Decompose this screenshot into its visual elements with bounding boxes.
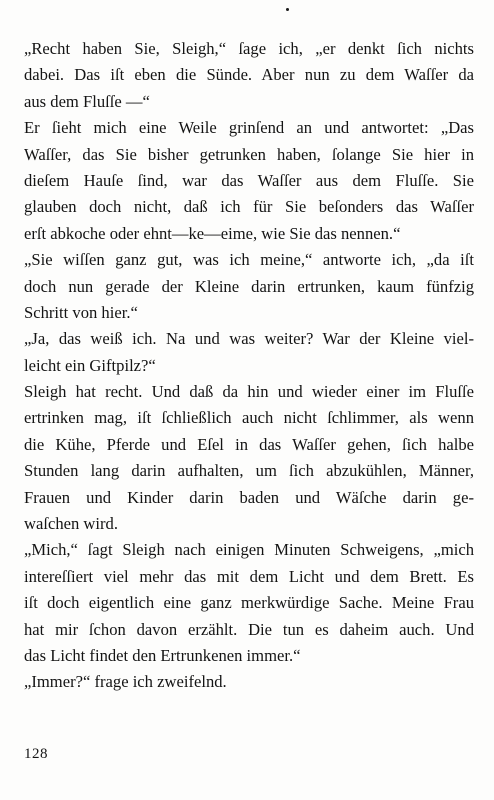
page-number: 128 — [24, 746, 48, 762]
text-line: intereſſiert viel mehr das mit dem Licht und dem Brett. Es — [24, 566, 474, 586]
text-line: die Kühe, Pferde und Eſel in das Waſſer gehen, ſich halbe — [24, 434, 474, 454]
text-line: Er ſieht mich eine Weile grinſend an und antwortet: „Das — [24, 118, 474, 138]
text-line: ertrinken mag, iſt ſchließlich auch nicht ſchlimmer, als wenn — [24, 408, 474, 428]
paragraph-2 — [24, 115, 474, 247]
text-line: aus dem Fluſſe —“ — [24, 91, 150, 111]
text-line: erſt abkoche oder ehnt—ke—eime, wie Sie das nennen.“ — [24, 223, 401, 243]
paragraph-6 — [24, 537, 474, 669]
text-line: glauben doch nicht, daß ich für Sie beſonders das Waſſer — [24, 197, 474, 217]
text-line: Frauen und Kinder darin baden und Wäſche darin ge- — [24, 487, 474, 507]
text-line: „Mich,“ ſagt Sleigh nach einigen Minuten Schweigens, „mich — [24, 540, 474, 560]
body-text — [24, 36, 474, 696]
text-line: das Licht findet den Ertrunkenen immer.“ — [24, 645, 301, 665]
text-line: Stunden lang darin aufhalten, um ſich abzukühlen, Männer, — [24, 461, 474, 481]
paragraph-4 — [24, 326, 474, 379]
text-line: Schritt von hier.“ — [24, 302, 138, 322]
text-line: iſt doch eigentlich eine ganz merkwürdige Sache. Meine Frau — [24, 593, 474, 613]
paragraph-5 — [24, 379, 474, 537]
text-line: Waſſer, das Sie bisher getrunken haben, ſolange Sie hier in — [24, 144, 474, 164]
text-line: „Ja, das weiß ich. Na und was weiter? War der Kleine viel- — [24, 329, 474, 349]
text-line: dieſem Hauſe ſind, war das Waſſer aus dem Fluſſe. Sie — [24, 170, 474, 190]
text-line: „Recht haben Sie, Sleigh,“ ſage ich, „er denkt ſich nichts — [24, 39, 474, 58]
paragraph-3 — [24, 247, 474, 326]
paragraph-1 — [24, 36, 474, 115]
text-line: „Immer?“ frage ich zweifelnd. — [24, 672, 227, 692]
printed-dot-mark — [286, 8, 289, 11]
text-line: dabei. Das iſt eben die Sünde. Aber nun zu dem Waſſer da — [24, 65, 474, 85]
paragraph-7 — [24, 669, 474, 695]
text-line: doch nun gerade der Kleine darin ertrunken, kaum fünfzig — [24, 276, 474, 296]
text-line: waſchen wird. — [24, 514, 118, 534]
text-line: Sleigh hat recht. Und daß da hin und wieder einer im Fluſſe — [24, 382, 474, 402]
text-line: leicht ein Giftpilz?“ — [24, 355, 156, 375]
text-line: „Sie wiſſen ganz gut, was ich meine,“ antworte ich, „da iſt — [24, 250, 474, 270]
text-line: hat mir ſchon davon erzählt. Die tun es daheim auch. Und — [24, 619, 474, 639]
